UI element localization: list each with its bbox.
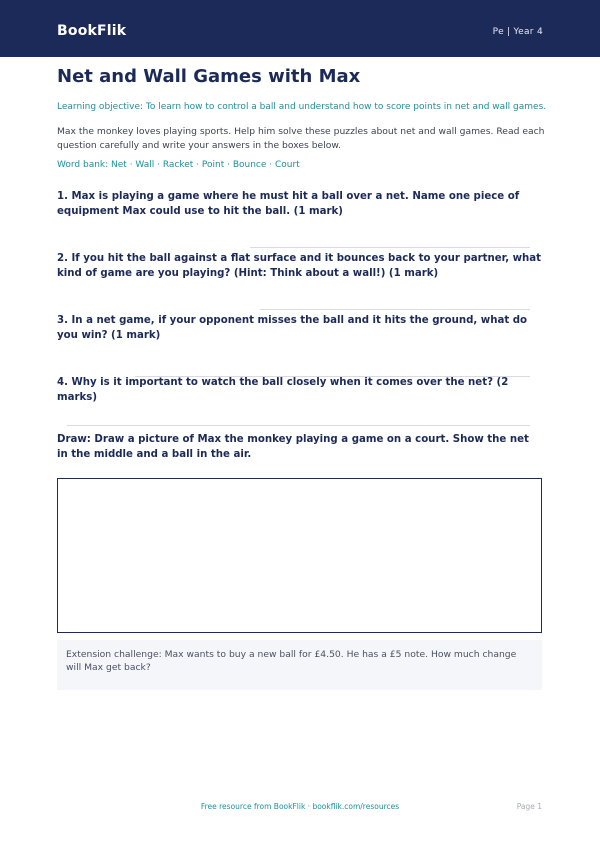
header-bar [0,0,600,57]
answer-line-1[interactable] [250,247,530,248]
drawing-box[interactable] [57,478,542,633]
draw-prompt: Draw: Draw a picture of Max the monkey playing a game on a court. Show the net in the middle and a ball in the air. [57,434,529,460]
question-3: 3. In a net game, if your opponent misses the ball and it hits the ground, what do you win? (1 mark) [57,315,528,341]
extension-challenge: Extension challenge: Max wants to buy a new ball for £4.50. He has a £5 note. How much change will Max get back? [57,640,542,690]
page-number: Page 1 [516,802,542,811]
learning-objective: Learning objective: To learn how to control a ball and understand how to score points in net and wall games. [57,102,547,112]
brand-logo: BookFlik [57,23,127,39]
question-4: 4. Why is it important to watch the ball closely when it comes over the net? (2 marks) [57,377,509,403]
footer-text: Free resource from BookFlik · bookflik.com/resources [200,802,400,811]
question-1: 1. Max is playing a game where he must hit a ball over a net. Name one piece of equipment Max could use to hit the ball. (1 mark) [57,191,520,217]
subject-year-label: Pe | Year 4 [492,27,543,37]
answer-line-2[interactable] [260,309,530,310]
intro-text: Max the monkey loves playing sports. Help him solve these puzzles about net and wall games. Read each question carefully and write your answers in the boxes below. [57,126,545,151]
answer-line-4[interactable] [67,425,530,426]
page-title: Net and Wall Games with Max [57,66,361,87]
word-bank: Word bank: Net · Wall · Racket · Point · Bounce · Court [57,160,300,170]
question-2: 2. If you hit the ball against a flat surface and it bounces back to your partner, what kind of game are you playing? (Hint: Think about a wall!) (1 mark) [57,253,542,279]
